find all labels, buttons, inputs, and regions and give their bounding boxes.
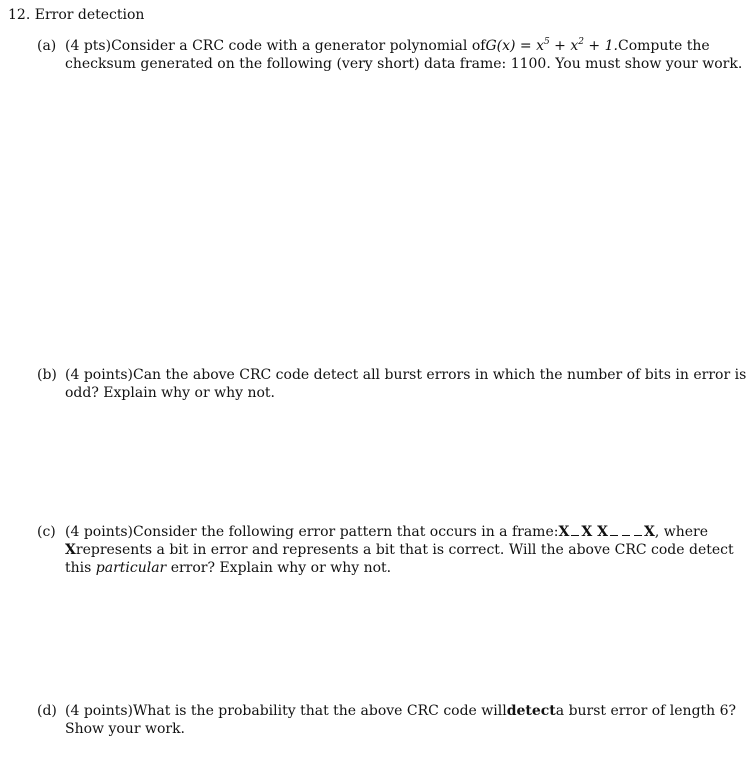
part-c-text-2a: represents a bit in error and xyxy=(75,542,279,558)
question-number: 12. xyxy=(8,7,31,23)
part-c-text-1: Consider the following error pattern that occurs in a frame: xyxy=(132,524,559,540)
part-c-italic-word: particular xyxy=(95,560,167,576)
part-b xyxy=(37,366,746,402)
part-d xyxy=(37,702,737,738)
part-a-label: (a) xyxy=(37,38,57,54)
part-c-label: (c) xyxy=(37,524,56,540)
part-a-line-2: checksum generated on the following (very short) data frame: 1100. You must show your work. xyxy=(65,56,743,72)
part-c-error-pattern: X X X X, where xyxy=(558,524,708,540)
part-a xyxy=(37,37,743,73)
part-a-text-after: Compute the xyxy=(617,38,710,54)
part-a-polynomial: $G(x) = x^5 + x^2 + 1$. xyxy=(485,37,618,54)
part-d-text-1a: What is the probability that the above CRC code will xyxy=(132,703,507,719)
part-a-line-1 xyxy=(65,37,710,55)
part-d-text-1b: a burst error of length 6? xyxy=(555,703,737,719)
part-c-line1-end: , where xyxy=(654,524,708,540)
part-d-label: (d) xyxy=(37,703,57,719)
part-b-label: (b) xyxy=(37,367,57,383)
part-d-bold-word: detect xyxy=(506,703,556,719)
part-c xyxy=(37,523,734,577)
part-a-points: (4 pts) xyxy=(65,38,112,54)
part-b-points: (4 points) xyxy=(65,367,133,383)
question-title: Error detection xyxy=(34,7,145,23)
part-c-line-1 xyxy=(65,523,708,541)
question-header xyxy=(8,6,144,24)
part-c-x-symbol: X xyxy=(65,542,76,558)
part-b-line-1 xyxy=(65,366,746,384)
part-d-line-2: Show your work. xyxy=(65,721,186,737)
part-a-text-before: Consider a CRC code with a generator polynomial of xyxy=(111,38,486,54)
part-b-text-1: Can the above CRC code detect all burst errors in which the number of bits in error is xyxy=(132,367,746,383)
part-c-points: (4 points) xyxy=(65,524,133,540)
part-b-line-2: odd? Explain why or why not. xyxy=(65,385,275,401)
part-d-line-1 xyxy=(65,702,737,720)
part-d-points: (4 points) xyxy=(65,703,133,719)
part-c-line-2 xyxy=(65,541,734,559)
part-c-text-2b: represents a bit that is correct. Will the above CRC code detect xyxy=(282,542,734,558)
part-c-line-3: this particular error? Explain why or why not. xyxy=(65,560,392,576)
